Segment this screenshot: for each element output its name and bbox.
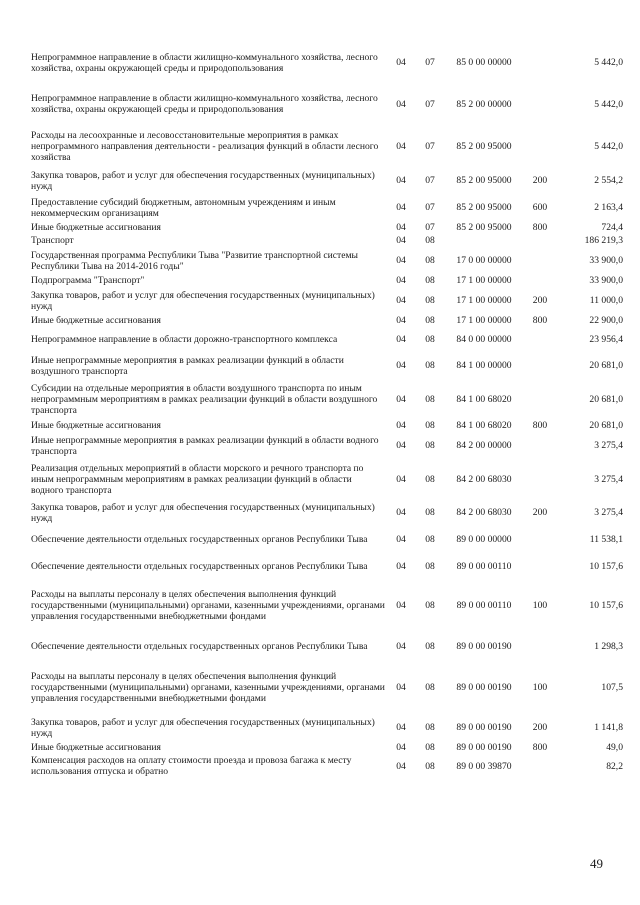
row-expense-type: 100 xyxy=(532,682,548,693)
row-name: Закупка товаров, работ и услуг для обеспечения государственных (муниципальных) нужд xyxy=(31,169,375,192)
row-expense-type xyxy=(524,352,556,379)
row-expense-type xyxy=(524,379,556,419)
row-amount: 5 442,0 xyxy=(594,57,623,68)
row-section-code: 04 xyxy=(396,440,406,451)
row-section-code: 04 xyxy=(396,175,406,186)
row-subsection-code: 08 xyxy=(425,760,435,772)
row-target-article: 17 1 00 00000 xyxy=(456,315,512,326)
row-name: Непрограммное направление в области жилищно-коммунального хозяйства, лесного хозяйства, охраны окружающей среды и природопользования xyxy=(31,93,378,115)
table-row xyxy=(31,234,623,247)
row-target-article: 89 0 00 39870 xyxy=(456,760,512,772)
row-target-article: 84 1 00 68020 xyxy=(456,420,512,431)
row-subsection-code: 08 xyxy=(425,641,435,652)
row-amount: 2 554,2 xyxy=(594,175,623,186)
row-expense-type: 800 xyxy=(532,420,548,431)
row-target-article: 17 1 00 00000 xyxy=(456,295,512,306)
row-name: Иные непрограммные мероприятия в рамках реализации функций в области воздушного транспорта xyxy=(31,354,344,377)
row-expense-type xyxy=(524,274,556,287)
row-name: Транспорт xyxy=(31,235,74,246)
row-amount: 10 157,6 xyxy=(589,600,623,611)
row-name: Компенсация расходов на оплату стоимости проезда и провоза багажа к месту использования отпуска и обратно xyxy=(31,755,352,777)
page-number: 49 xyxy=(590,856,603,871)
row-subsection-code: 08 xyxy=(425,507,435,518)
row-expense-type: 200 xyxy=(532,295,548,306)
row-target-article: 84 0 00 00000 xyxy=(456,334,512,345)
table-row xyxy=(31,579,623,632)
table-row xyxy=(31,741,623,754)
table-row xyxy=(31,526,623,553)
row-section-code: 04 xyxy=(396,255,406,266)
row-expense-type: 200 xyxy=(532,507,548,518)
row-target-article: 17 1 00 00000 xyxy=(456,275,512,286)
row-section-code: 04 xyxy=(396,420,406,431)
row-expense-type xyxy=(524,83,556,125)
row-amount: 20 681,0 xyxy=(589,393,623,405)
row-target-article: 85 2 00 95000 xyxy=(456,222,512,233)
row-subsection-code: 07 xyxy=(425,175,435,186)
table-row xyxy=(31,499,623,526)
row-amount: 10 157,6 xyxy=(589,560,623,572)
table-row xyxy=(31,83,623,125)
row-amount: 20 681,0 xyxy=(589,360,623,371)
row-amount: 107,5 xyxy=(601,682,623,693)
table-row xyxy=(31,379,623,419)
row-section-code: 04 xyxy=(396,57,406,68)
row-subsection-code: 08 xyxy=(425,682,435,693)
row-target-article: 85 2 00 95000 xyxy=(456,202,512,213)
row-section-code: 04 xyxy=(396,140,406,152)
row-name: Обеспечение деятельности отдельных государственных органов Республики Тыва xyxy=(31,641,368,652)
row-target-article: 89 0 00 00190 xyxy=(456,682,512,693)
row-target-article: 84 1 00 00000 xyxy=(456,360,512,371)
row-expense-type xyxy=(524,125,556,167)
row-expense-type: 200 xyxy=(532,175,548,186)
table-row xyxy=(31,42,623,83)
budget-table-body xyxy=(31,42,623,778)
row-name: Подпрограмма "Транспорт" xyxy=(31,275,145,286)
row-amount: 1 298,3 xyxy=(594,641,623,652)
row-name: Реализация отдельных мероприятий в области морского и речного транспорта по иным непрограммным мероприятиям в рамках реализации функций в области водного транспорта xyxy=(31,462,364,496)
row-expense-type xyxy=(524,327,556,352)
row-subsection-code: 08 xyxy=(425,295,435,306)
row-subsection-code: 07 xyxy=(425,57,435,68)
row-expense-type: 800 xyxy=(532,222,548,233)
row-expense-type xyxy=(524,553,556,579)
table-row xyxy=(31,754,623,778)
row-subsection-code: 08 xyxy=(425,473,435,485)
table-row xyxy=(31,632,623,661)
row-subsection-code: 08 xyxy=(425,420,435,431)
row-name: Расходы на лесоохранные и лесовосстановительные мероприятия в рамках непрограммного направления деятельности - реализация функций в области лесного хозяйства xyxy=(31,129,379,163)
row-amount: 1 141,8 xyxy=(594,722,623,733)
row-subsection-code: 08 xyxy=(425,600,435,611)
row-section-code: 04 xyxy=(396,682,406,693)
row-name: Непрограммное направление в области жилищно-коммунального хозяйства, лесного хозяйства, охраны окружающей среды и природопользования xyxy=(31,51,378,74)
row-section-code: 04 xyxy=(396,641,406,652)
row-amount: 20 681,0 xyxy=(589,420,623,431)
row-amount: 23 956,4 xyxy=(589,334,623,345)
row-expense-type: 200 xyxy=(532,722,548,733)
row-target-article: 85 2 00 00000 xyxy=(456,98,512,110)
row-name: Иные бюджетные ассигнования xyxy=(31,315,161,326)
row-amount: 82,2 xyxy=(606,760,623,772)
row-section-code: 04 xyxy=(396,315,406,326)
row-target-article: 89 0 00 00110 xyxy=(456,600,512,611)
row-target-article: 17 0 00 00000 xyxy=(456,255,512,266)
row-subsection-code: 08 xyxy=(425,393,435,405)
row-name: Иные бюджетные ассигнования xyxy=(31,420,161,431)
row-amount: 186 219,3 xyxy=(584,235,623,246)
table-row xyxy=(31,247,623,274)
row-target-article: 84 2 00 00000 xyxy=(456,440,512,451)
row-subsection-code: 08 xyxy=(425,334,435,345)
row-section-code: 04 xyxy=(396,560,406,572)
row-section-code: 04 xyxy=(396,760,406,772)
table-row xyxy=(31,352,623,379)
table-row xyxy=(31,194,623,221)
row-name: Иные бюджетные ассигнования xyxy=(31,742,161,753)
row-section-code: 04 xyxy=(396,742,406,753)
row-section-code: 04 xyxy=(396,235,406,246)
row-subsection-code: 08 xyxy=(425,722,435,733)
row-expense-type xyxy=(524,247,556,274)
row-name: Закупка товаров, работ и услуг для обеспечения государственных (муниципальных) нужд xyxy=(31,501,375,524)
row-target-article: 85 2 00 95000 xyxy=(456,175,512,186)
table-row xyxy=(31,314,623,327)
row-target-article: 89 0 00 00190 xyxy=(456,722,512,733)
row-amount: 11 538,1 xyxy=(589,534,623,545)
row-expense-type xyxy=(524,754,556,778)
row-target-article xyxy=(444,234,524,247)
row-name: Государственная программа Республики Тыва "Развитие транспортной системы Республики Тыва на 2014-2016 годы" xyxy=(31,249,358,272)
table-row xyxy=(31,287,623,314)
row-amount: 2 163,4 xyxy=(594,202,623,213)
row-subsection-code: 08 xyxy=(425,560,435,572)
row-section-code: 04 xyxy=(396,275,406,286)
row-name: Обеспечение деятельности отдельных государственных органов Республики Тыва xyxy=(31,560,368,572)
row-amount: 22 900,0 xyxy=(589,315,623,326)
row-amount: 3 275,4 xyxy=(594,507,623,518)
row-name: Закупка товаров, работ и услуг для обеспечения государственных (муниципальных) нужд xyxy=(31,289,375,312)
row-section-code: 04 xyxy=(396,534,406,545)
row-amount: 33 900,0 xyxy=(589,275,623,286)
row-section-code: 04 xyxy=(396,507,406,518)
row-amount: 5 442,0 xyxy=(594,98,623,110)
budget-table xyxy=(31,42,623,778)
row-name: Закупка товаров, работ и услуг для обеспечения государственных (муниципальных) нужд xyxy=(31,716,375,739)
row-target-article: 89 0 00 00190 xyxy=(456,742,512,753)
table-row xyxy=(31,274,623,287)
row-section-code: 04 xyxy=(396,202,406,213)
row-amount: 3 275,4 xyxy=(594,473,623,485)
row-target-article: 89 0 00 00190 xyxy=(456,641,512,652)
row-expense-type: 100 xyxy=(532,600,548,611)
row-subsection-code: 07 xyxy=(425,140,435,152)
row-expense-type xyxy=(524,42,556,83)
row-name: Непрограммное направление в области дорожно-транспортного комплекса xyxy=(31,334,338,345)
table-row xyxy=(31,221,623,234)
table-row xyxy=(31,327,623,352)
row-target-article: 84 2 00 68030 xyxy=(456,507,512,518)
row-name: Иные непрограммные мероприятия в рамках реализации функций в области водного транспорта xyxy=(31,434,379,457)
row-name: Обеспечение деятельности отдельных государственных органов Республики Тыва xyxy=(31,534,368,545)
table-row xyxy=(31,459,623,499)
row-section-code: 04 xyxy=(396,600,406,611)
table-row xyxy=(31,125,623,167)
row-name: Расходы на выплаты персоналу в целях обеспечения выполнения функций государственными (муниципальными) органами, казенными учреждениями, органами управления государственными внебюджетными фондами xyxy=(31,671,385,704)
row-name: Субсидии на отдельные мероприятия в области воздушного транспорта по иным непрограммным мероприятиям в рамках реализации функций в области воздушного транспорта xyxy=(31,382,378,416)
row-section-code: 04 xyxy=(396,393,406,405)
row-target-article: 89 0 00 00000 xyxy=(456,534,512,545)
row-section-code: 04 xyxy=(396,722,406,733)
table-row xyxy=(31,419,623,432)
row-section-code: 04 xyxy=(396,295,406,306)
row-subsection-code: 08 xyxy=(425,742,435,753)
row-amount: 724,4 xyxy=(601,222,623,233)
row-subsection-code: 07 xyxy=(425,98,435,110)
row-subsection-code: 08 xyxy=(425,440,435,451)
row-expense-type: 600 xyxy=(532,202,548,213)
row-expense-type xyxy=(524,526,556,553)
row-subsection-code: 08 xyxy=(425,255,435,266)
row-target-article: 85 2 00 95000 xyxy=(456,140,512,152)
table-row xyxy=(31,167,623,194)
row-section-code: 04 xyxy=(396,473,406,485)
row-amount: 33 900,0 xyxy=(589,255,623,266)
row-amount: 49,0 xyxy=(606,742,623,753)
table-row xyxy=(31,553,623,579)
row-section-code: 04 xyxy=(396,98,406,110)
row-name: Предоставление субсидий бюджетным, автономным учреждениям и иным некоммерческим организациям xyxy=(31,196,336,219)
table-row xyxy=(31,714,623,741)
row-target-article: 84 1 00 68020 xyxy=(456,393,512,405)
row-expense-type: 800 xyxy=(532,742,548,753)
row-name: Иные бюджетные ассигнования xyxy=(31,222,161,233)
row-target-article: 89 0 00 00110 xyxy=(456,560,512,572)
row-section-code: 04 xyxy=(396,360,406,371)
row-subsection-code: 08 xyxy=(425,235,435,246)
row-subsection-code: 07 xyxy=(425,222,435,233)
row-expense-type xyxy=(524,632,556,661)
row-name: Расходы на выплаты персоналу в целях обеспечения выполнения функций государственными (муниципальными) органами, казенными учреждениями, органами управления государственными внебюджетными фондами xyxy=(31,589,385,622)
row-expense-type: 800 xyxy=(532,315,548,326)
row-section-code: 04 xyxy=(396,222,406,233)
row-expense-type xyxy=(524,459,556,499)
row-subsection-code: 08 xyxy=(425,360,435,371)
table-row xyxy=(31,661,623,714)
row-subsection-code: 07 xyxy=(425,202,435,213)
row-subsection-code: 08 xyxy=(425,275,435,286)
row-target-article: 84 2 00 68030 xyxy=(456,473,512,485)
table-row xyxy=(31,432,623,459)
row-amount: 11 000,0 xyxy=(589,295,623,306)
row-expense-type xyxy=(524,432,556,459)
row-subsection-code: 08 xyxy=(425,315,435,326)
row-expense-type xyxy=(524,234,556,247)
row-section-code: 04 xyxy=(396,334,406,345)
row-amount: 5 442,0 xyxy=(594,140,623,152)
row-target-article: 85 0 00 00000 xyxy=(456,57,512,68)
row-subsection-code: 08 xyxy=(425,534,435,545)
row-amount: 3 275,4 xyxy=(594,440,623,451)
